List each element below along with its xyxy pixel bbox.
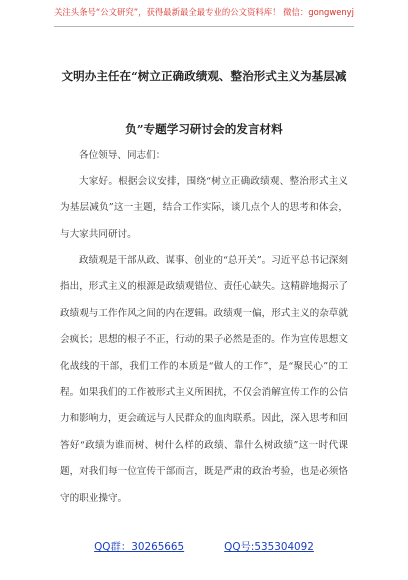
body-paragraph-main: 政绩观是干部从政、谋事、创业的“总开关”。习近平总书记深刻指出，形式主义的根源是政绩观错位、责任心缺失。这精辟地揭示了政绩观与工作作风之间的内在逻辑。政绩观一偏，形式主义的杂草就会疯长；思想的根子不正，行动的果子必然是歪的。作为宣传思想文化战线的干部，我们工作的本质是“做人的工作”，是“聚民心”的工程。如果我们的工作被形式主义所困扰，不仅会消解宣传工作的公信力和影响力，更会疏远与人民群众的血肉联系。因此，深入思考和回答好“政绩为谁而树、树什么样的政绩、靠什么树政绩”这一时代课题，对我们每一位宣传干部而言，既是严肃的政治考验，也是必须恪守的职业操守。 <box>60 255 348 504</box>
qq-number-link[interactable]: QQ号:535304092 <box>224 541 314 553</box>
body-paragraph-intro: 大家好。根据会议安排，围绕“树立正确政绩观、整治形式主义为基层减负”这一主题，结合工作实际，谈几点个人的思考和体会，与大家共同研讨。 <box>60 176 348 240</box>
salutation: 各位领导、同志们： <box>79 150 166 161</box>
page-footer <box>0 538 408 553</box>
document-title-line-2: 负”专题学习研讨会的发言材料 <box>125 122 283 136</box>
page-header-banner: 关注头条号“公文研究”，获得最新最全最专业的公文资料库！ 微信：gongwenyj <box>54 4 354 27</box>
document-title-line-1: 文明办主任在“树立正确政绩观、整治形式主义为基层减 <box>61 69 347 83</box>
qq-group-link[interactable]: QQ群：30265665 <box>94 541 185 553</box>
